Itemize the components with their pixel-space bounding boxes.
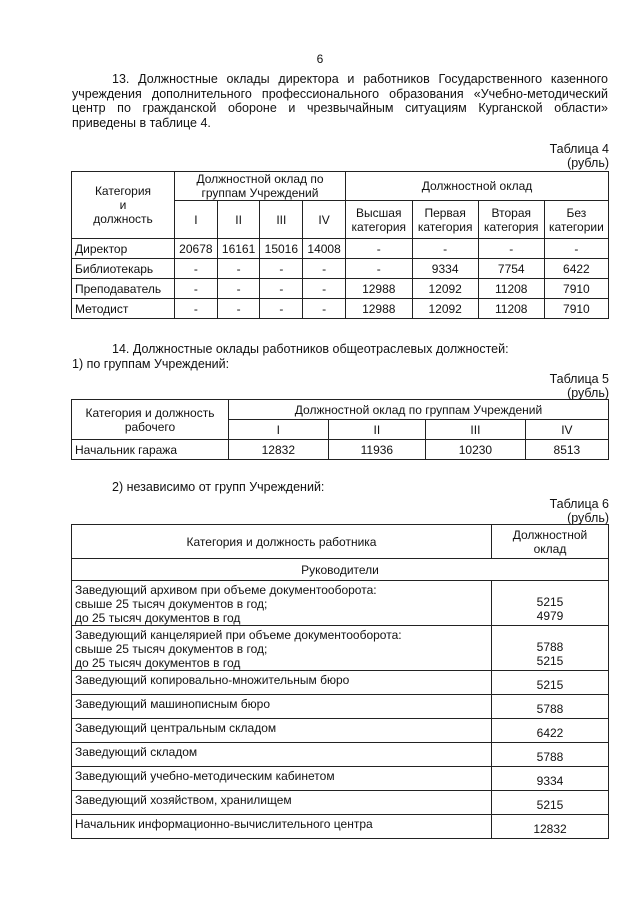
section-13-number: 13. (112, 72, 130, 86)
t4-row-value: 16161 (217, 239, 260, 259)
table-5 (71, 399, 609, 460)
table-row (72, 440, 609, 460)
t4-row-value: - (260, 279, 303, 299)
t6-row-name: Начальник информационно-вычислительного центра (72, 815, 492, 839)
t6-row-value: 5788 (492, 743, 609, 767)
t6-row-value: 5215 (492, 791, 609, 815)
t6-row-value: 5788 (492, 695, 609, 719)
t4-row-value: - (175, 259, 218, 279)
t6-row-name: Заведующий учебно-методическим кабинетом (72, 767, 492, 791)
table-row (72, 239, 609, 259)
t4-header-category: Категория и должность (72, 172, 175, 239)
section-14-line-1: 14. Должностные оклады работников общеотраслевых должностей: (112, 342, 509, 356)
t4-row-value: - (303, 299, 346, 319)
t4-row-value: - (478, 239, 544, 259)
table-4-unit: (рубль) (567, 156, 609, 170)
t4-row-value: 7910 (544, 279, 608, 299)
section-14-item-2: 2) независимо от групп Учреждений: (112, 480, 325, 494)
section-14-paragraph (72, 342, 592, 371)
t6-row-value: 5215 (492, 671, 609, 695)
t6-row-value: 9334 (492, 767, 609, 791)
t6-row-name: Заведующий архивом при объеме документооборота: свыше 25 тысяч документов в год; до 25 тысяч документов в год (72, 581, 492, 626)
t5-header-category: Категория и должность рабочего (72, 400, 229, 440)
t4-row-value: - (175, 279, 218, 299)
t4-group-1: I (175, 201, 218, 239)
table-6 (71, 524, 609, 839)
t5-row-value: 12832 (229, 440, 329, 460)
t4-row-value: - (412, 239, 478, 259)
table-row (72, 791, 609, 815)
t6-row-name: Заведующий копировально-множительным бюро (72, 671, 492, 695)
t5-row-value: 11936 (328, 440, 425, 460)
t6-header-category: Категория и должность работника (72, 525, 492, 559)
t4-row-value: - (260, 259, 303, 279)
t5-header-group: Должностной оклад по группам Учреждений (229, 400, 609, 420)
t4-row-value: - (217, 259, 260, 279)
table-6-caption (550, 497, 609, 525)
t4-row-value: - (345, 239, 412, 259)
t4-row-value: - (175, 299, 218, 319)
t4-row-value: 15016 (260, 239, 303, 259)
table-row (72, 767, 609, 791)
t4-row-value: - (217, 279, 260, 299)
t4-row-value: 7754 (478, 259, 544, 279)
t6-row-name: Заведующий складом (72, 743, 492, 767)
t4-row-value: 12092 (412, 299, 478, 319)
table-5-title: Таблица 5 (549, 372, 609, 386)
table-4-caption (550, 142, 609, 170)
t4-row-value: - (303, 259, 346, 279)
t4-category-1: Высшая категория (345, 201, 412, 239)
t5-group-4: IV (525, 420, 608, 440)
t4-header-group: Должностной оклад по группам Учреждений (175, 172, 346, 201)
table-row (72, 671, 609, 695)
t6-row-value: 5788 5215 (492, 626, 609, 671)
t6-row-name: Заведующий машинописным бюро (72, 695, 492, 719)
table-row (72, 743, 609, 767)
t4-row-value: - (345, 259, 412, 279)
section-13-text: Должностные оклады директора и работников Государственного казенного учреждения дополнительного профессионального образования «Учебно-методический центр по гражданской обороне и чрезвычайным ситуациям Курганской области» приведены в таблице 4. (72, 72, 608, 130)
table-row (72, 626, 609, 671)
t4-row-value: 20678 (175, 239, 218, 259)
t4-row-name: Директор (72, 239, 175, 259)
t4-group-4: IV (303, 201, 346, 239)
t5-row-value: 8513 (525, 440, 608, 460)
t4-category-4: Без категории (544, 201, 608, 239)
t4-row-value: 14008 (303, 239, 346, 259)
t4-row-name: Преподаватель (72, 279, 175, 299)
t4-row-value: 6422 (544, 259, 608, 279)
page-number: 6 (316, 52, 324, 66)
t4-group-3: III (260, 201, 303, 239)
table-row (72, 695, 609, 719)
t4-row-name: Библиотекарь (72, 259, 175, 279)
table-6-unit: (рубль) (567, 511, 609, 525)
t4-row-value: 11208 (478, 279, 544, 299)
section-14-line-2: 1) по группам Учреждений: (72, 356, 230, 371)
table-row (72, 581, 609, 626)
section-13-paragraph (72, 72, 608, 130)
t4-row-value: 11208 (478, 299, 544, 319)
t4-row-value: - (544, 239, 608, 259)
t5-group-1: I (229, 420, 329, 440)
t4-group-2: II (217, 201, 260, 239)
table-row (72, 259, 609, 279)
table-4 (71, 171, 609, 319)
t5-row-name: Начальник гаража (72, 440, 229, 460)
t4-category-2: Первая категория (412, 201, 478, 239)
t4-row-value: 12092 (412, 279, 478, 299)
table-row (72, 815, 609, 839)
table-row (72, 299, 609, 319)
t4-row-value: 9334 (412, 259, 478, 279)
t4-row-value: - (260, 299, 303, 319)
table-4-title: Таблица 4 (549, 142, 609, 156)
table-5-caption (550, 372, 609, 400)
table-row (72, 719, 609, 743)
t5-row-value: 10230 (426, 440, 526, 460)
t6-row-value: 12832 (492, 815, 609, 839)
t6-row-value: 5215 4979 (492, 581, 609, 626)
t5-group-2: II (328, 420, 425, 440)
t4-category-3: Вторая категория (478, 201, 544, 239)
t6-row-name: Заведующий хозяйством, хранилищем (72, 791, 492, 815)
t5-group-3: III (426, 420, 526, 440)
t4-row-value: - (217, 299, 260, 319)
t6-header-salary: Должностной оклад (492, 525, 609, 559)
t6-group-label: Руководители (72, 559, 609, 581)
table-5-unit: (рубль) (567, 386, 609, 400)
t4-row-name: Методист (72, 299, 175, 319)
table-6-title: Таблица 6 (549, 497, 609, 511)
t6-row-value: 6422 (492, 719, 609, 743)
t4-header-salary: Должностной оклад (345, 172, 608, 201)
t4-row-value: 7910 (544, 299, 608, 319)
t6-row-name: Заведующий канцелярией при объеме документооборота: свыше 25 тысяч документов в год; до 25 тысяч документов в год (72, 626, 492, 671)
t4-row-value: 12988 (345, 279, 412, 299)
t4-row-value: - (303, 279, 346, 299)
t4-row-value: 12988 (345, 299, 412, 319)
table-row (72, 279, 609, 299)
t6-row-name: Заведующий центральным складом (72, 719, 492, 743)
